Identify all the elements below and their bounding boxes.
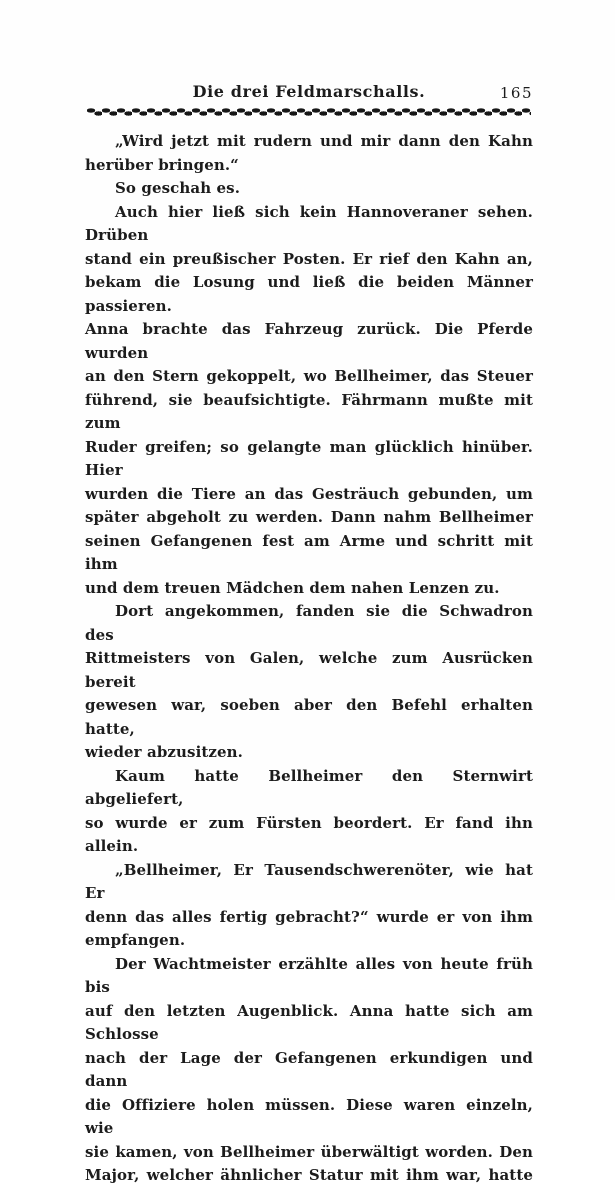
text-line: Major, welcher ähnlicher Statur mit ihm war, hatte — [85, 1166, 533, 1184]
page-title: Die drei Feldmarschalls. — [192, 82, 426, 101]
text-line: seinen Gefangenen fest am Arme und schritt mit ihm — [85, 531, 533, 573]
paragraph — [85, 130, 533, 177]
chain-rule-ornament-icon — [87, 107, 531, 117]
text-line: so wurde er zum Fürsten beordert. Er fand ihn allein. — [85, 813, 533, 855]
text-line: empfangen. — [85, 931, 186, 949]
text-line: denn das alles fertig gebracht?“ wurde er von ihm — [85, 907, 533, 926]
text-line: Der Wachtmeister erzählte alles von heute früh bis — [85, 954, 533, 996]
paragraph — [85, 600, 533, 765]
text-line: und dem treuen Mädchen dem nahen Lenzen zu. — [85, 578, 500, 597]
running-header — [85, 82, 533, 102]
text-line: Anna brachte das Fahrzeug zurück. Die Pferde wurden — [85, 320, 533, 362]
text-line: Rittmeisters von Galen, welche zum Ausrücken bereit — [85, 649, 533, 691]
text-line: nach der Lage der Gefangenen erkundigen und dann — [85, 1048, 533, 1090]
text-line: sie kamen, von Bellheimer überwältigt worden. Den — [85, 1142, 533, 1161]
page-number: 165 — [499, 84, 533, 102]
paragraph — [85, 953, 533, 1188]
page-body — [85, 130, 533, 1188]
text-line: „Bellheimer, Er Tausendschwerenöter, wie hat Er — [85, 860, 533, 902]
paragraph — [85, 765, 533, 859]
text-line: gewesen war, soeben aber den Befehl erhalten hatte, — [85, 696, 533, 738]
text-line: Dort angekommen, fanden sie die Schwadron des — [85, 602, 533, 644]
text-line: „Wird jetzt mit rudern und mir dann den Kahn — [115, 132, 533, 150]
text-line: Kaum hatte Bellheimer den Sternwirt abgeliefert, — [85, 766, 533, 808]
paragraph — [85, 859, 533, 953]
text-line: So geschah es. — [115, 179, 241, 197]
text-line: bekam die Losung und ließ die beiden Männer passieren. — [85, 273, 533, 315]
text-line: Ruder greifen; so gelangte man glücklich hinüber. Hier — [85, 437, 533, 479]
text-line: später abgeholt zu werden. Dann nahm Bellheimer — [85, 508, 533, 526]
text-line: stand ein preußischer Posten. Er rief den Kahn an, — [85, 249, 533, 268]
paragraph — [85, 177, 533, 201]
text-line: wurden die Tiere an das Gesträuch gebunden, um — [85, 484, 533, 503]
text-line: die Offiziere holen müssen. Diese waren einzeln, wie — [85, 1095, 533, 1137]
paragraph — [85, 201, 533, 601]
text-line: Auch hier ließ sich kein Hannoveraner sehen. Drüben — [85, 202, 533, 244]
text-line: führend, sie beaufsichtigte. Fährmann mußte mit zum — [85, 390, 533, 432]
text-line: an den Stern gekoppelt, wo Bellheimer, das Steuer — [85, 367, 533, 385]
text-line: auf den letzten Augenblick. Anna hatte sich am Schlosse — [85, 1001, 533, 1043]
text-line: wieder abzusitzen. — [85, 743, 244, 761]
text-line: herüber bringen.“ — [85, 155, 239, 174]
